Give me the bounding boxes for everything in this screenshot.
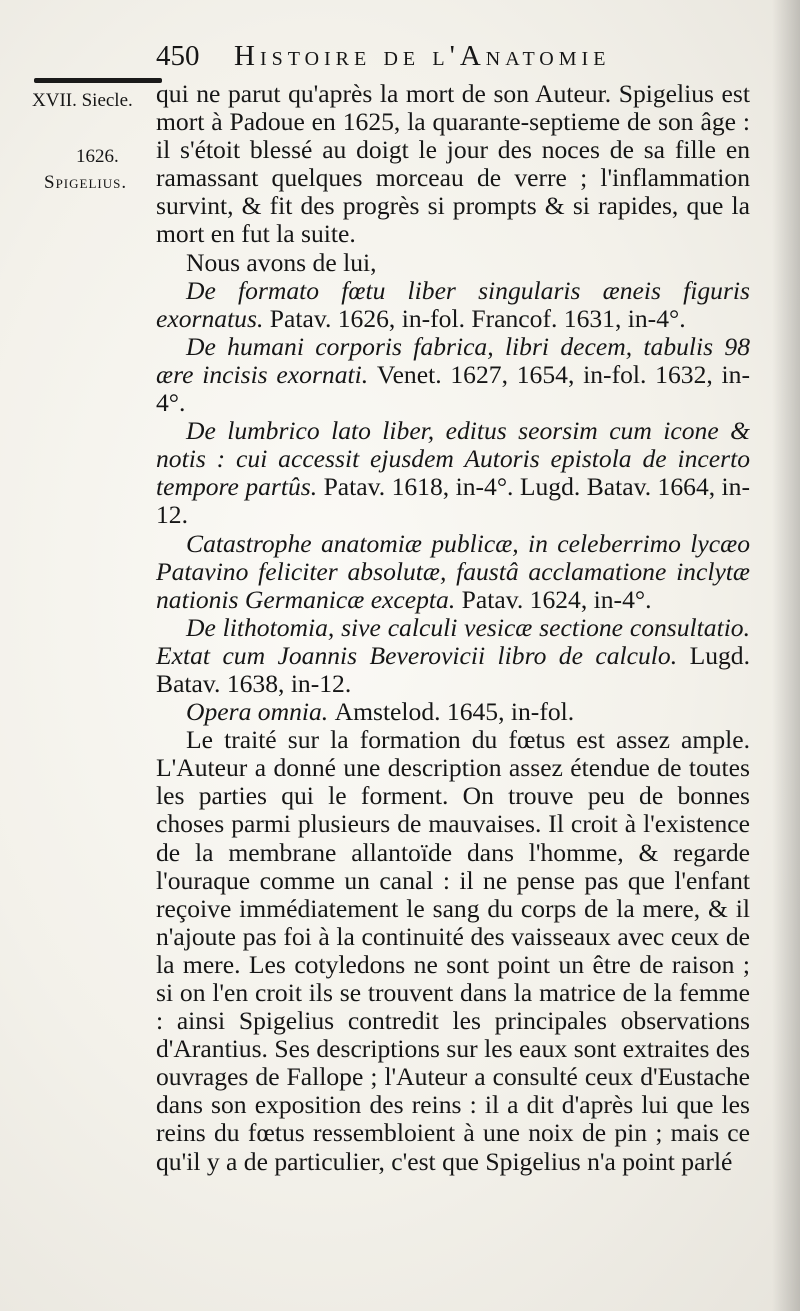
intro-paragraph: qui ne parut qu'après la mort de son Auteur. Spigelius est mort à Padoue en 1625, la quarante-septieme de son âge : il s'étoit blessé au doigt le jour des noces de sa fille en ramassant quelques morceau de verre ; l'inflammation survint, & fit des progrès si prompts & si rapides, que la mort en fut la suite. — [156, 79, 750, 249]
work-publication: Patav. 1618, in-4°. Lugd. Batav. 1664, in-12. — [156, 472, 750, 530]
work-title: De formato fœtu liber singularis æneis figuris exornatus. — [156, 275, 750, 333]
work-title: Opera omnia. — [186, 697, 329, 727]
running-head: Histoire de l'Anatomie — [234, 40, 611, 72]
work-title: De lithotomia, sive calculi vesicæ sectione consultatio. Extat cum Joannis Beverovicii libro de calculo. — [156, 612, 750, 670]
margin-rule — [34, 78, 162, 83]
bibliography-entry — [156, 277, 750, 333]
works-intro: Nous avons de lui, — [186, 247, 377, 277]
bibliography-entry — [156, 530, 750, 614]
work-publication: Patav. 1626, in-fol. Francof. 1631, in-4°. — [269, 303, 686, 333]
page-header — [156, 40, 756, 80]
page-number: 450 — [156, 40, 200, 72]
bibliography-entry — [156, 698, 750, 726]
margin-note-year: 1626. — [76, 146, 119, 167]
work-publication: Venet. 1627, 1654, in-fol. 1632, in-4°. — [156, 359, 750, 418]
bibliography-entry — [156, 333, 750, 417]
margin-note-century: XVII. Siecle. — [32, 90, 133, 111]
work-title: De lumbrico lato liber, editus seorsim cum icone & notis : cui accessit ejusdem Autoris epistola de incerto tempore partûs. — [156, 416, 750, 502]
discussion-paragraph: Le traité sur la formation du fœtus est assez ample. L'Auteur a donné une description assez étendue de toutes les parties qui le forment. On trouve peu de bonnes choses parmi plusieurs de mauvaises. Il croit à l'existence de la membrane allantoïde dans l'homme, & regarde l'ouraque comme un canal : il ne pense pas que l'enfant reçoive immédiatement le sang du corps de la mere, & il n'ajoute pas foi à la continuité des vaisseaux avec ceux de la mere. Les cotyledons ne sont point un être de raison ; si on l'en croit ils se trouvent dans la matrice de la femme : ainsi Spigelius contredit les principales observations d'Arantius. Ses descriptions sur les eaux sont extraites des ouvrages de Fallope ; l'Auteur a consulté ceux d'Eustache dans son exposition des reins : il a dit d'après lui que les reins du fœtus ressembloient à une noix de pin ; mais ce qu'il y a de particulier, c'est que Spigelius n'a point parlé — [156, 725, 750, 1176]
work-publication: Amstelod. 1645, in-fol. — [334, 697, 575, 727]
work-publication: Lugd. Batav. 1638, in-12. — [156, 640, 750, 698]
work-title: Catastrophe anatomiæ publicæ, in celeberrimo lycæo Patavino feliciter absolutæ, faustâ acclamatione inclytæ nationis Germanicæ excepta. — [156, 528, 750, 614]
bibliography-entry — [156, 614, 750, 698]
work-title: De humani corporis fabrica, libri decem, tabulis 98 ære incisis exornati. — [156, 331, 750, 389]
main-text — [156, 80, 750, 1176]
margin-note-author: Spigelius. — [44, 172, 128, 193]
bibliography-entry — [156, 417, 750, 529]
work-publication: Patav. 1624, in-4°. — [461, 584, 652, 614]
gutter-shadow — [772, 0, 800, 1311]
